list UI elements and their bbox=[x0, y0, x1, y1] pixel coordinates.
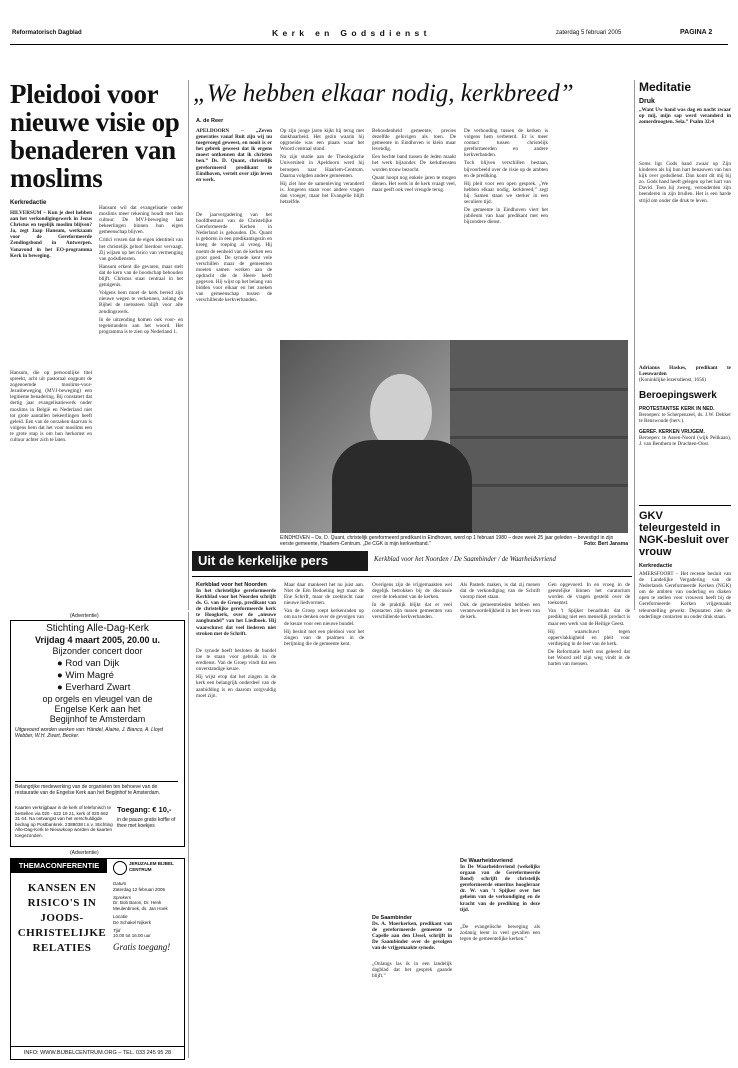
jbc-logo-icon bbox=[113, 861, 127, 875]
meditation-box bbox=[639, 80, 731, 386]
performer-item: ● Everhard Zwart bbox=[57, 682, 131, 693]
ad-bottom-free: Gratis toegang! bbox=[113, 942, 171, 953]
main-article-col3: Behoudenheid gemeente, precies dezelfde gelovigen als toen. De gemeente in Eindhoven is klein maar levendig. Een hechte band tussen de leden maakt het werk bijzonder. De kerkdiensten worden trouw bezocht. Quant hoopt nog enkele jaren te mogen dienen. Het werk in de kerk vraagt veel, maar geeft ook veel vreugde terug. bbox=[372, 128, 456, 193]
press-col2: Maar daar mankeert het nu juist aan. Niet de Eén Bedoeling legt maat de Ene Schrift, maar de zoektocht naar nieuwe liedvormen. Van de Groep roept kerkenraden op om na te denken over de gevolgen van de keuze voor een nieuwe bundel. Hij besluit met een pleidooi voor het zingen van de psalmen in de berijming die de gemeente kent. bbox=[284, 582, 364, 647]
main-article-col2: Op zijn jonge jaren kijkt hij terug met dankbaarheid. Het gezin waarin hij opgroeide was een plaats waar het Woord centraal stond. Na zijn studie aan de Theologische Universiteit in Apeldoorn werd hij beroepen naar Haarlem-Centrum. Daarna volgden andere gemeenten. Hij ziet hoe de samenleving veranderd is. Jongeren staan voor andere vragen dan vroeger, maar het Evangelie blijft hetzelfde. bbox=[280, 128, 364, 206]
ad-left-date: Vrijdag 4 maart 2005, 20.00 u. bbox=[34, 635, 161, 645]
ad-left-tickets: Kaarten verkrijgbaar in de kerk of telefonisch te bestellen via 020 - 622 19 21, kerk of 020 662 31 64. Na ontvangst van het verschuldigde bedrag op Postbankrek. 2389038 t.n.v. Stichting Alle-Dag-Kerk te Nieuwkoop worden de kaarten toegezonden. bbox=[15, 805, 113, 838]
ad-bottom-banner: THEMACONFERENTIE bbox=[11, 859, 107, 873]
caption-text: EINDHOVEN – Ds. D. Quant, christelijk gereformeerd predikant in Eindhoven, werd op 1 februari 1980 – deze week 25 jaar geleden – bevestigd in zijn eerste gemeente, Haarlem-Centrum. „De CGK is mijn kerkverband.” bbox=[280, 535, 614, 547]
meditation-author: Adrianus Haskes, predikant te Leeuwarden bbox=[639, 365, 731, 378]
meditation-quote: „Want Uw hand was dag en nacht zwaar op mij, mijn sap werd veranderd in zomerdroogten. Sela.” Psalm 32:4 bbox=[639, 107, 731, 126]
gkv-article bbox=[639, 510, 731, 1058]
press-col1-more: De synode heeft besloten de bundel toe te staan voor gebruik in de eredienst. Van de Groep vindt dat een onverstandige keuze. Hij wijst erop dat het zingen in de kerk een belangrijk onderdeel van de aanbidding is en daarom zorgvuldig moet zijn. bbox=[196, 648, 276, 699]
ad-left-price-note: in de pauze gratis koffie of thee met koekjes bbox=[117, 817, 176, 829]
left-article-headline: Pleidooi voor nieuwe visie op benaderen van moslims bbox=[10, 79, 180, 193]
ad-left-subtitle: Bijzonder concert door bbox=[52, 646, 143, 656]
press-col2-head: De Saambinder bbox=[372, 915, 413, 921]
main-article-byline: A. de Reer bbox=[196, 118, 224, 124]
ad-left-note: Uitgevoerd worden werken van: Händel, Alaine, J. Bianco, A. Lloyd Webber, W.H. Zwart, Becker. bbox=[15, 727, 164, 739]
left-article-lead: HILVERSUM – Kun je deel hebben aan het verkondigingswerk in Jezus Christus en tegelijk moslim blijven? Ja, zegt Jaap Hansum, werkzaam voor de Gereformeerde Zendingsbond in Antwerpen. Vanavond in het EO-programma Kerk in beweging. bbox=[10, 210, 92, 259]
ad-bottom bbox=[10, 858, 185, 1060]
section-title: K e r k e n G o d s d i e n s t bbox=[272, 28, 428, 38]
left-article-body: Hansum, die op persoonlijke titel spreekt, acht uit pastoraal oogpunt de zogenoemde moslims-voor-Jezusbeweging (MVJ-beweging) een legitieme benadering. Bij constatert dat dertig jaar evangelisatiewerk onder moslims in België en Nederland niet tot grote aantallen bekeerlingen heeft geleid. Een van de oorzaken daarvan is volgens hem dat het voor moslims een te grote stap is om hun herkomst en cultuur achter zich te laten. bbox=[10, 370, 92, 444]
ad-left bbox=[10, 620, 185, 847]
press-col3-head: De Waarheidsvriend bbox=[460, 858, 513, 864]
beroeping-section2: GEREF. KERKEN VRIJGEM. bbox=[639, 429, 705, 436]
performer-item: ● Wim Magré bbox=[57, 670, 114, 681]
beroeping-text2: Beroepen: te Assen-Noord (wijk Pelikaan), J. van Benthem te Drachten-Oost. bbox=[639, 435, 731, 448]
ad-left-title: Stichting Alle-Dag-Kerk bbox=[46, 623, 149, 634]
gkv-kicker: Kerkredactie bbox=[639, 563, 673, 569]
main-article-lead: APELDOORN – „Zeven generaties vanaf Ruit zijn wij nu toegevoegd geweest, en nooit is er het gebrek geweest dat ik ergens moest ontkennen dat ik christen ben.” Ds. D. Quant, christelijk gereformeerd predikant te Eindhoven, vertelt over zijn leven en werk. bbox=[196, 128, 272, 183]
ad-left-price: Toegang: € 10,- bbox=[117, 805, 172, 814]
ad-bottom-footer: INFO: WWW.BIJBELCENTRUM.ORG – TEL. 033 245 95 28 bbox=[11, 1046, 184, 1059]
photo-credit: Foto: Bert Jansma bbox=[584, 541, 628, 547]
press-saambinder: De Saambinder Ds. A. Moerkerken, predikant van de gereformeerde gemeente te Capelle aan den IJssel, schrijft in De Saambinder over de gevolgen van de vrijgemaakte synode. „Onlangs las ik in een landelijk dagblad dat het gesprek gaande blijft.” bbox=[372, 915, 452, 980]
page-number: PAGINA 2 bbox=[680, 29, 713, 36]
ad-bottom-label: (Advertentie) bbox=[70, 850, 99, 856]
pastor-photo bbox=[280, 340, 628, 533]
ad-bottom-org: JERUZALEM BIJBEL CENTRUM bbox=[129, 861, 174, 872]
ad-left-place: Begijnhof te Amsterdam bbox=[49, 714, 146, 724]
performer-item: ● Rod van Dijk bbox=[57, 658, 120, 669]
ad-left-church: Engelse Kerk aan het bbox=[54, 704, 141, 714]
press-col2-text: Ds. A. Moerkerken, predikant van de gereformeerde gemeente te Capelle aan den IJssel, schrijft in De Saambinder over de gevolgen van de vrijgemaakte synode. bbox=[372, 921, 452, 952]
beroeping-section1: PROTESTANTSE KERK IN NED. bbox=[639, 406, 715, 412]
gkv-headline: GKV teleurgesteld in NGK-besluit over vrouw bbox=[639, 510, 729, 558]
beroeping-text1: Beroepen: te Scherpenzeel, ds. J.W. Dekker te Renswoude (herv.). bbox=[639, 412, 731, 425]
beroepingswerk-box bbox=[639, 390, 731, 498]
gkv-body: AMERSFOORT – Het recente besluit van de Landelijke Vergadering van de Nederlands Gereformeerde Kerken (NGK) om de ambten van ouderling en diaken open te stellen voor vrouwen heeft bij de Gereformeerde Kerken vrijgemaakt teleurstelling gewekt. Deputaten zien de onderlinge contacten nu onder druk staan. bbox=[639, 571, 731, 620]
press-title: Uit de kerkelijke pers bbox=[192, 551, 368, 571]
beroepingswerk-title: Beroepingswerk bbox=[639, 390, 717, 401]
meditation-subtitle: Druk bbox=[639, 98, 655, 105]
left-article-kicker: Kerkredactie bbox=[10, 200, 47, 206]
meditation-note: (Koninklijke lezersdienst, 1656) bbox=[639, 377, 706, 384]
press-col4: Als Pasterk maken, is dat zij menen dat de verkondiging van de Schrift voorop moet staan. Ook de gemeenteleden hebben een verantwoordelijkheid in het leven van de kerk. bbox=[460, 582, 540, 621]
main-article-body: De jaarvergadering van het hoofdbestuur van de Christelijke Gereformeerde Kerken in Nederland is gehouden. Ds. Quant is geboren in een predikantsgezin en kreeg de roeping al vroeg. Hij noemt de eenheid van de kerken een groot goed. De synode kent vele verschillen maar de gemeenten moeten samen werken aan de opdracht die de Heere heeft gegeven. Hij wijst op het belang van bidden voor elkaar en het zoeken van gemeenschap tussen de verschillende kerkverbanden. bbox=[196, 212, 272, 304]
header-rule bbox=[10, 44, 728, 45]
main-article-headline: „We hebben elkaar nodig, kerkbreed” bbox=[193, 80, 574, 107]
press-subtitle: Kerkblad voor het Noorden / De Saambinder / de Waarheidsvriend bbox=[374, 556, 556, 563]
meditation-title: Meditatie bbox=[639, 80, 692, 94]
page-header bbox=[10, 24, 728, 44]
main-article-col4: De verhouding tussen de kerken is volgens hem verbeterd. Er is meer contact tussen christelijk gereformeerden en andere kerkverbanden. Toch blijven verschillen bestaan, bijvoorbeeld over de visie op de ambten en de prediking. Hij pleit voor een open gesprek. „We hebben elkaar nodig, kerkbreed,” zegt hij. Samen staan we sterker in een seculiere tijd. De gemeente in Eindhoven viert het jubileum van haar predikant met een bijzondere dienst. bbox=[464, 128, 548, 226]
press-col1-text: In het christelijke gereformeerde Kerkblad voor het Noorden schrijft ds. G. van de Groep, predikant van de christelijke gereformeerde kerk te Hoogkerk, over de „nieuwe zangbundel” van het Liedboek. Hij waarschuwt dat veel liederen niet stroken met de Schrift. bbox=[196, 588, 276, 637]
ad-bottom-title: KANSEN EN RISICO'S IN JOODS-CHRISTELIJKE RELATIES bbox=[17, 882, 107, 954]
press-col5: Gen opgevoerd. In en vroeg in de geestelijke binnen het curatorium worden de vragen gesteld over de toekomst. Van 't Spijker benadrukt dat de prediking niet een menselijk product is maar een werk van de Heilige Geest. Hij waarschuwt tegen oppervlakkigheid en pleit voor verdieping in de leer van de kerk. De Reformatie heeft ons geleerd dat het Woord zelf zijn weg vindt in de harten van mensen. bbox=[548, 582, 630, 668]
press-waarheidsvriend: De Waarheidsvriend In De Waarheidsvriend (wekelijks orgaan van de Gereformeerde Bond) schrijft de christelijk gereformeerde emeritus hoogleraar dr. W. van 't Spijker over het geheim van de verkondiging en de kracht van de prediking in deze tijd. „De evangelische beweging als zodanig leent in veel gevallen een tegen de gemeentelijke kerken.” bbox=[460, 858, 540, 943]
ad-left-label: (Advertentie) bbox=[70, 613, 99, 619]
bookshelf bbox=[450, 340, 628, 533]
press-col3-text: In De Waarheidsvriend (wekelijks orgaan van de Gereformeerde Bond) schrijft de christelijk gereformeerde emeritus hoogleraar dr. W. van 't Spijker over het geheim van de verkondiging en de kracht van de prediking in deze tijd. bbox=[460, 864, 540, 913]
performer-list bbox=[57, 658, 184, 694]
ad-left-benefit: Belangrijke medewerking van de organisten ten behoeve van de restauratie van de Engelse Kerk aan het Begijnhof te Amsterdam. bbox=[15, 784, 161, 796]
press-header bbox=[192, 548, 630, 574]
issue-date: zaterdag 5 februari 2005 bbox=[556, 30, 622, 36]
meditation-body: Soms ligt Gods hand zwaar op Zijn kinderen als hij hun hart benauwen van hun kijk over godsdienst. Dan komt dit mij bij zo. Gods hand heeft gelegen op het hart van David. Toen hij zweeg, verouderden zijn beenderen in zijn brullen. Het is een harde strijd om onder die druk te leven. bbox=[639, 161, 731, 204]
photo-caption bbox=[280, 535, 628, 547]
ad-left-organ: op orgels en vleugel van de bbox=[42, 694, 153, 704]
ad-bottom-details: Datum Zaterdag 12 februari 2005 Sprekers Dr. Bob Baron, Dr. Henk Meulenbroek, ds. Jan Hoek Locatie De Schakel Nijkerk Tijd 10.00 tot 16.00 uur Gratis toegang! bbox=[113, 881, 181, 951]
press-col1-head: Kerkblad voor het Noorden bbox=[196, 582, 267, 588]
newspaper-name: Reformatorisch Dagblad bbox=[12, 30, 82, 36]
press-col3: Overigens zijn de vrijgemaakten wel degelijk betrokken bij de discussie over de toekomst van de kerken. In de praktijk blijkt dat er veel contacten zijn tussen gemeenten van verschillende kerkverbanden. bbox=[372, 582, 452, 621]
press-col1 bbox=[196, 582, 276, 1052]
left-article-body-col2: Hansum wil dat evangelisatie onder moslims meer rekening houdt met hun cultuur. De MVJ-beweging laat bekeerlingen binnen hun eigen gemeenschap blijven. Critici vrezen dat de eigen identiteit van het christelijk geloof hierdoor vervaagt. Zij wijzen op het risico van vermenging van godsdiensten. Hansum erkent die gevaren, maar stelt dat de kern van de boodschap behouden blijft. Christus staat centraal in het getuigenis. Volgens hem moet de kerk bereid zijn nieuwe wegen te verkennen, zolang de Bijbel de toetssteen blijft voor alle zendingswerk. In de uitzending komen ook voor- en tegenstanders aan het woord. Het programma is te zien op Nederland 1. bbox=[99, 205, 183, 335]
portrait-body bbox=[332, 440, 472, 533]
